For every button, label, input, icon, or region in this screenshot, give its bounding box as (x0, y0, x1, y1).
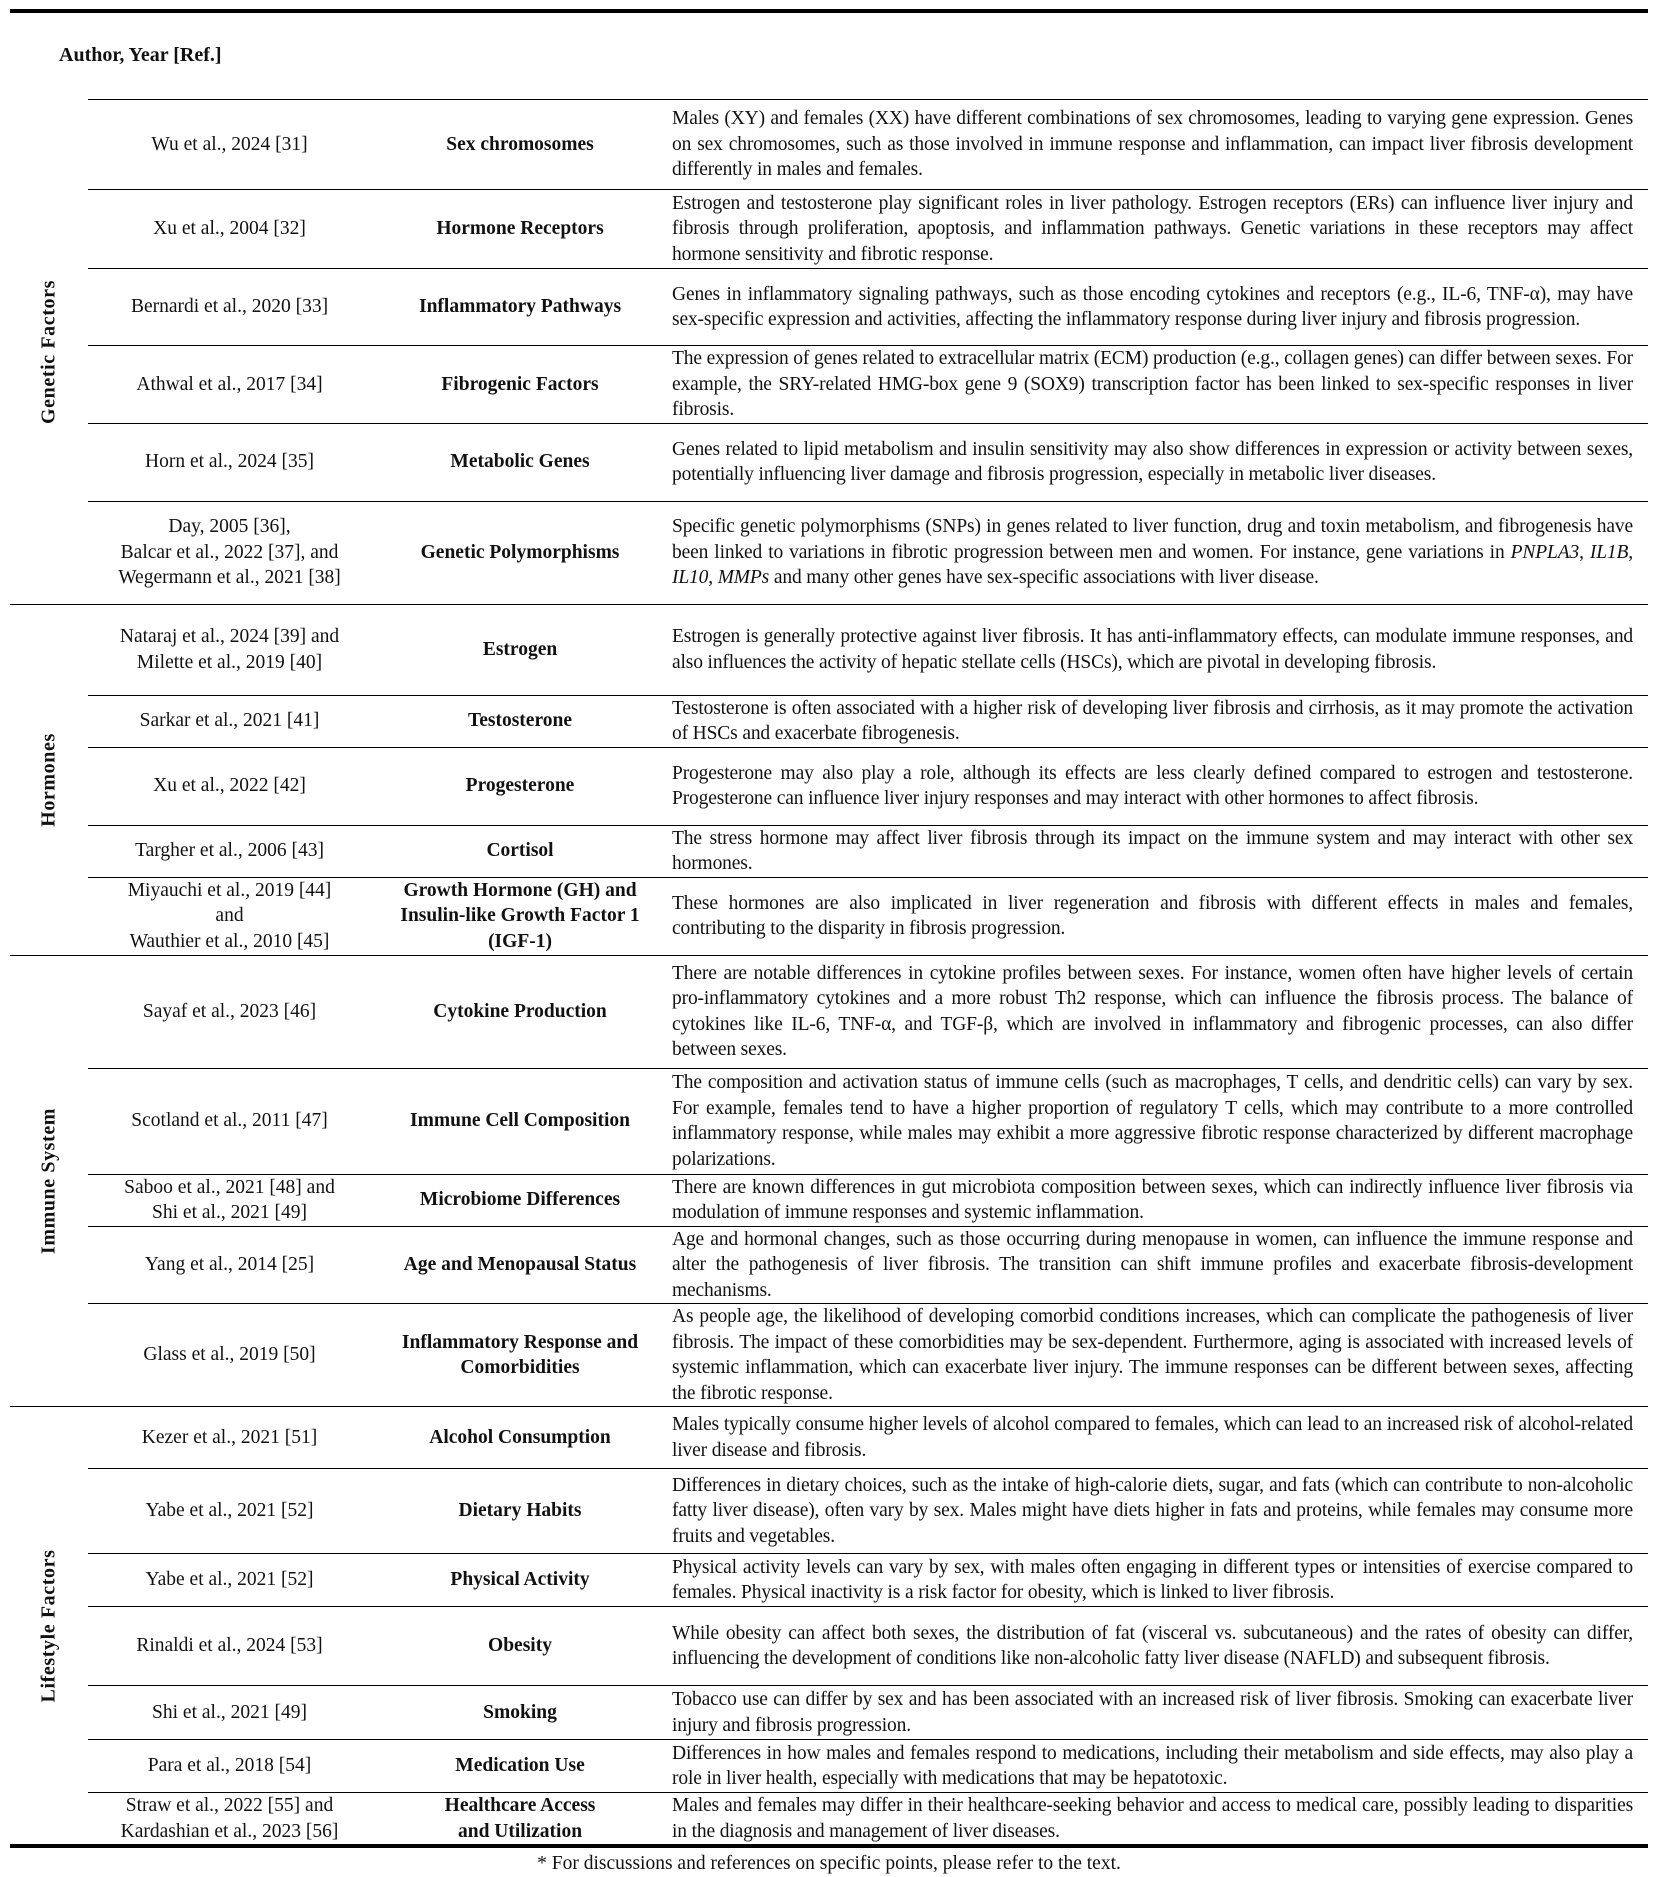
table-row (10, 1740, 1648, 1793)
table-row (10, 346, 1648, 424)
author-cell: Wu et al., 2024 [31] (88, 100, 371, 190)
group-label-cell (10, 100, 88, 605)
author-cell: Scotland et al., 2011 [47] (88, 1068, 371, 1174)
factor-line: Healthcare Access (444, 1795, 596, 1816)
factor-cell: Smoking (371, 1686, 669, 1740)
author-cell: Kezer et al., 2021 [51] (88, 1407, 371, 1469)
table-row (10, 1607, 1648, 1686)
bottom-rule (10, 1844, 1648, 1848)
description-cell: The expression of genes related to extracellular matrix (ECM) production (e.g., collagen genes) can differ between sexes. For example, the SRY-related HMG-box gene 9 (SOX9) transcription factor has been linked to sex-specific responses in liver fibrosis. (669, 346, 1648, 424)
table-row (10, 955, 1648, 1068)
factor-cell: Alcohol Consumption (371, 1407, 669, 1469)
description-cell: There are notable differences in cytokine profiles between sexes. For instance, women often have higher levels of certain pro-inflammatory cytokines and a more robust Th2 response, which can influence the fibrosis process. The balance of cytokines like IL-6, TNF-α, and TGF-β, which are involved in inflammatory and fibrogenic processes, can also differ between sexes. (669, 955, 1648, 1068)
gene-name: MMPs (717, 567, 770, 589)
factor-line: Growth Hormone (GH) and (403, 879, 637, 901)
header-empty-factor (371, 13, 669, 100)
author-cell: Xu et al., 2022 [42] (88, 747, 371, 825)
author-cell (88, 604, 371, 695)
header-empty-description (669, 13, 1648, 100)
description-cell: Males (XY) and females (XX) have different combinations of sex chromosomes, leading to varying gene expression. Genes on sex chromosomes, such as those involved in immune response and inflammation, can impact liver fibrosis development differently in males and females. (669, 100, 1648, 190)
factor-cell: Dietary Habits (371, 1469, 669, 1554)
description-cell: The composition and activation status of immune cells (such as macrophages, T cells, and dendritic cells) can vary by sex. For example, females tend to have a higher proportion of regulatory T cells, which may contribute to a more controlled inflammatory response, while males may exhibit a more aggressive fibrotic response characterized by different macrophage polarizations. (669, 1068, 1648, 1174)
author-line: Nataraj et al., 2024 [39] and (119, 626, 340, 647)
table-row (10, 1068, 1648, 1174)
factor-cell: Progesterone (371, 747, 669, 825)
factor-line: Insulin-like Growth Factor 1 (400, 905, 640, 927)
gene-name: IL1B (1589, 541, 1629, 563)
factor-cell: Cytokine Production (371, 955, 669, 1068)
description-cell: Estrogen and testosterone play significant roles in liver pathology. Estrogen receptors (ERs) can influence liver injury and fibrosis through proliferation, apoptosis, and inflammation pathways. Genetic variations in these receptors may affect hormone sensitivity and fibrotic response. (669, 190, 1648, 269)
factor-cell: Inflammatory Pathways (371, 269, 669, 346)
description-cell: There are known differences in gut microbiota composition between sexes, which can indirectly influence liver fibrosis via modulation of immune responses and systemic inflammation. (669, 1174, 1648, 1226)
table-row (10, 423, 1648, 501)
author-cell: Athwal et al., 2017 [34] (88, 346, 371, 424)
factor-cell: Hormone Receptors (371, 190, 669, 269)
author-cell: Sarkar et al., 2021 [41] (88, 695, 371, 747)
table-row (10, 747, 1648, 825)
description-text: Specific genetic polymorphisms (SNPs) in genes related to liver function, drug and toxin metabolism, and fibrogenesis have been linked to variations in fibrotic progression between men and women. For instance, gene variations in (672, 516, 1634, 563)
group-label: Genetic Factors (37, 279, 60, 424)
table-row (10, 1793, 1648, 1845)
factors-table (10, 13, 1648, 1844)
header-row (10, 13, 1648, 100)
author-cell: Xu et al., 2004 [32] (88, 190, 371, 269)
table-row (10, 1554, 1648, 1607)
author-line: Wegermann et al., 2021 [38] (118, 567, 341, 589)
table-row (10, 1686, 1648, 1740)
table-row (10, 1304, 1648, 1407)
author-line: Balcar et al., 2022 [37], and (120, 541, 339, 563)
author-line: Shi et al., 2021 [49] (152, 1202, 307, 1223)
table-row (10, 695, 1648, 747)
description-cell: Age and hormonal changes, such as those occurring during menopause in women, can influence the immune response and alter the pathogenesis of liver fibrosis. The transition can shift immune profiles and exacerbate fibrosis-development mechanisms. (669, 1226, 1648, 1304)
table-row (10, 1469, 1648, 1554)
author-cell: Yang et al., 2014 [25] (88, 1226, 371, 1304)
factor-cell: Physical Activity (371, 1554, 669, 1607)
description-cell: Testosterone is often associated with a higher risk of developing liver fibrosis and cirrhosis, as it may promote the activation of HSCs and exacerbate fibrogenesis. (669, 695, 1648, 747)
author-cell: Yabe et al., 2021 [52] (88, 1554, 371, 1607)
factor-cell: Cortisol (371, 825, 669, 877)
author-cell: Bernardi et al., 2020 [33] (88, 269, 371, 346)
description-text: , (1579, 541, 1590, 563)
factor-cell: Fibrogenic Factors (371, 346, 669, 424)
group-label-cell (10, 1407, 88, 1845)
group-label: Hormones (37, 732, 60, 827)
group-label-cell (10, 955, 88, 1407)
description-text: , (1628, 541, 1634, 563)
description-cell: Physical activity levels can vary by sex, with males often engaging in different types or intensities of exercise compared to females. Physical inactivity is a risk factor for obesity, which is linked to liver fibrosis. (669, 1554, 1648, 1607)
factor-cell: Metabolic Genes (371, 423, 669, 501)
author-cell: Yabe et al., 2021 [52] (88, 1469, 371, 1554)
author-cell (88, 1793, 371, 1845)
description-cell: Males typically consume higher levels of alcohol compared to females, which can lead to an increased risk of alcohol-related liver disease and fibrosis. (669, 1407, 1648, 1469)
table-row (10, 100, 1648, 190)
description-cell: Estrogen is generally protective against liver fibrosis. It has anti-inflammatory effects, can modulate immune responses, and also influences the activity of hepatic stellate cells (HSCs), which are pivotal in developing fibrosis. (669, 604, 1648, 695)
author-cell (88, 501, 371, 604)
table-container (10, 9, 1648, 1875)
author-cell: Para et al., 2018 [54] (88, 1740, 371, 1793)
table-row (10, 604, 1648, 695)
factor-cell: Testosterone (371, 695, 669, 747)
description-cell: Tobacco use can differ by sex and has been associated with an increased risk of liver fibrosis. Smoking can exacerbate liver injury and fibrosis progression. (669, 1686, 1648, 1740)
factor-line: and Utilization (457, 1820, 583, 1842)
author-line: Milette et al., 2019 [40] (136, 651, 323, 673)
description-text: and many other genes have sex-specific associations with liver disease. (769, 567, 1319, 589)
factor-cell: Estrogen (371, 604, 669, 695)
factor-cell: Genetic Polymorphisms (371, 501, 669, 604)
factor-cell: Medication Use (371, 1740, 669, 1793)
description-cell: While obesity can affect both sexes, the distribution of fat (visceral vs. subcutaneous) and the rates of obesity can differ, influencing the development of conditions like non-alcoholic fatty liver disease (NAFLD) and subsequent fibrosis. (669, 1607, 1648, 1686)
author-cell (88, 1174, 371, 1226)
factor-cell (371, 877, 669, 955)
gene-name: IL10 (672, 567, 709, 589)
table-row (10, 877, 1648, 955)
table-row (10, 1174, 1648, 1226)
description-cell: Differences in dietary choices, such as the intake of high-calorie diets, sugar, and fats (which can contribute to non-alcoholic fatty liver disease), often vary by sex. Males might have diets higher in fats and proteins, while females may consume more fruits and vegetables. (669, 1469, 1648, 1554)
factor-cell: Microbiome Differences (371, 1174, 669, 1226)
table-row (10, 269, 1648, 346)
description-cell: These hormones are also implicated in liver regeneration and fibrosis with different effects in males and females, contributing to the disparity in fibrosis progression. (669, 877, 1648, 955)
description-cell: Differences in how males and females respond to medications, including their metabolism and side effects, may also play a role in liver health, especially with medications that may be hepatotoxic. (669, 1740, 1648, 1793)
author-cell: Rinaldi et al., 2024 [53] (88, 1607, 371, 1686)
description-cell: The stress hormone may affect liver fibrosis through its impact on the immune system and may interact with other sex hormones. (669, 825, 1648, 877)
author-cell (88, 877, 371, 955)
author-cell: Targher et al., 2006 [43] (88, 825, 371, 877)
author-line: Kardashian et al., 2023 [56] (120, 1820, 339, 1842)
factor-cell: Obesity (371, 1607, 669, 1686)
table-row (10, 190, 1648, 269)
factor-cell (371, 1304, 669, 1407)
author-line: Day, 2005 [36], (168, 516, 291, 538)
description-text: , (708, 567, 718, 589)
factor-cell: Sex chromosomes (371, 100, 669, 190)
author-cell: Glass et al., 2019 [50] (88, 1304, 371, 1407)
factor-line: (IGF-1) (488, 930, 552, 952)
group-label-cell (10, 604, 88, 955)
author-line: Saboo et al., 2021 [48] and (124, 1176, 335, 1198)
header-author-year: Author, Year [Ref.] (59, 44, 222, 67)
description-cell (669, 501, 1648, 604)
gene-name: PNPLA3 (1510, 541, 1580, 563)
factor-line: Comorbidities (460, 1357, 580, 1378)
factor-cell: Age and Menopausal Status (371, 1226, 669, 1304)
description-cell: Genes in inflammatory signaling pathways, such as those encoding cytokines and receptors (e.g., IL-6, TNF-α), may have sex-specific expression and activities, affecting the inflammatory response during liver injury and fibrosis progression. (669, 269, 1648, 346)
table-row (10, 1226, 1648, 1304)
author-cell: Sayaf et al., 2023 [46] (88, 955, 371, 1068)
footnote: * For discussions and references on specific points, please refer to the text. (537, 1853, 1121, 1874)
author-line: and (215, 905, 244, 927)
factor-cell: Immune Cell Composition (371, 1068, 669, 1174)
group-label: Immune System (37, 1107, 60, 1254)
description-cell: Genes related to lipid metabolism and insulin sensitivity may also show differences in expression or activity between sexes, potentially influencing liver damage and fibrosis progression, especially in metabolic liver diseases. (669, 423, 1648, 501)
table-row (10, 1407, 1648, 1469)
author-line: Straw et al., 2022 [55] and (125, 1795, 334, 1816)
author-line: Miyauchi et al., 2019 [44] (127, 879, 332, 901)
factor-cell (371, 1793, 669, 1845)
description-cell: Progesterone may also play a role, although its effects are less clearly defined compared to estrogen and testosterone. Progesterone can influence liver injury responses and may interact with other hormones to affect fibrosis. (669, 747, 1648, 825)
description-cell: As people age, the likelihood of developing comorbid conditions increases, which can complicate the pathogenesis of liver fibrosis. The impact of these comorbidities may be sex-dependent. Furthermore, aging is associated with increased levels of systemic inflammation, which can exacerbate liver injury. The immune responses can be different between sexes, affecting the fibrotic response. (669, 1304, 1648, 1407)
group-label: Lifestyle Factors (37, 1549, 60, 1702)
description-cell: Males and females may differ in their healthcare-seeking behavior and access to medical care, possibly leading to disparities in the diagnosis and management of liver diseases. (669, 1793, 1648, 1845)
author-cell: Horn et al., 2024 [35] (88, 423, 371, 501)
table-row (10, 501, 1648, 604)
author-cell: Shi et al., 2021 [49] (88, 1686, 371, 1740)
table-row (10, 825, 1648, 877)
factor-line: Inflammatory Response and (401, 1331, 639, 1353)
author-line: Wauthier et al., 2010 [45] (129, 930, 330, 952)
